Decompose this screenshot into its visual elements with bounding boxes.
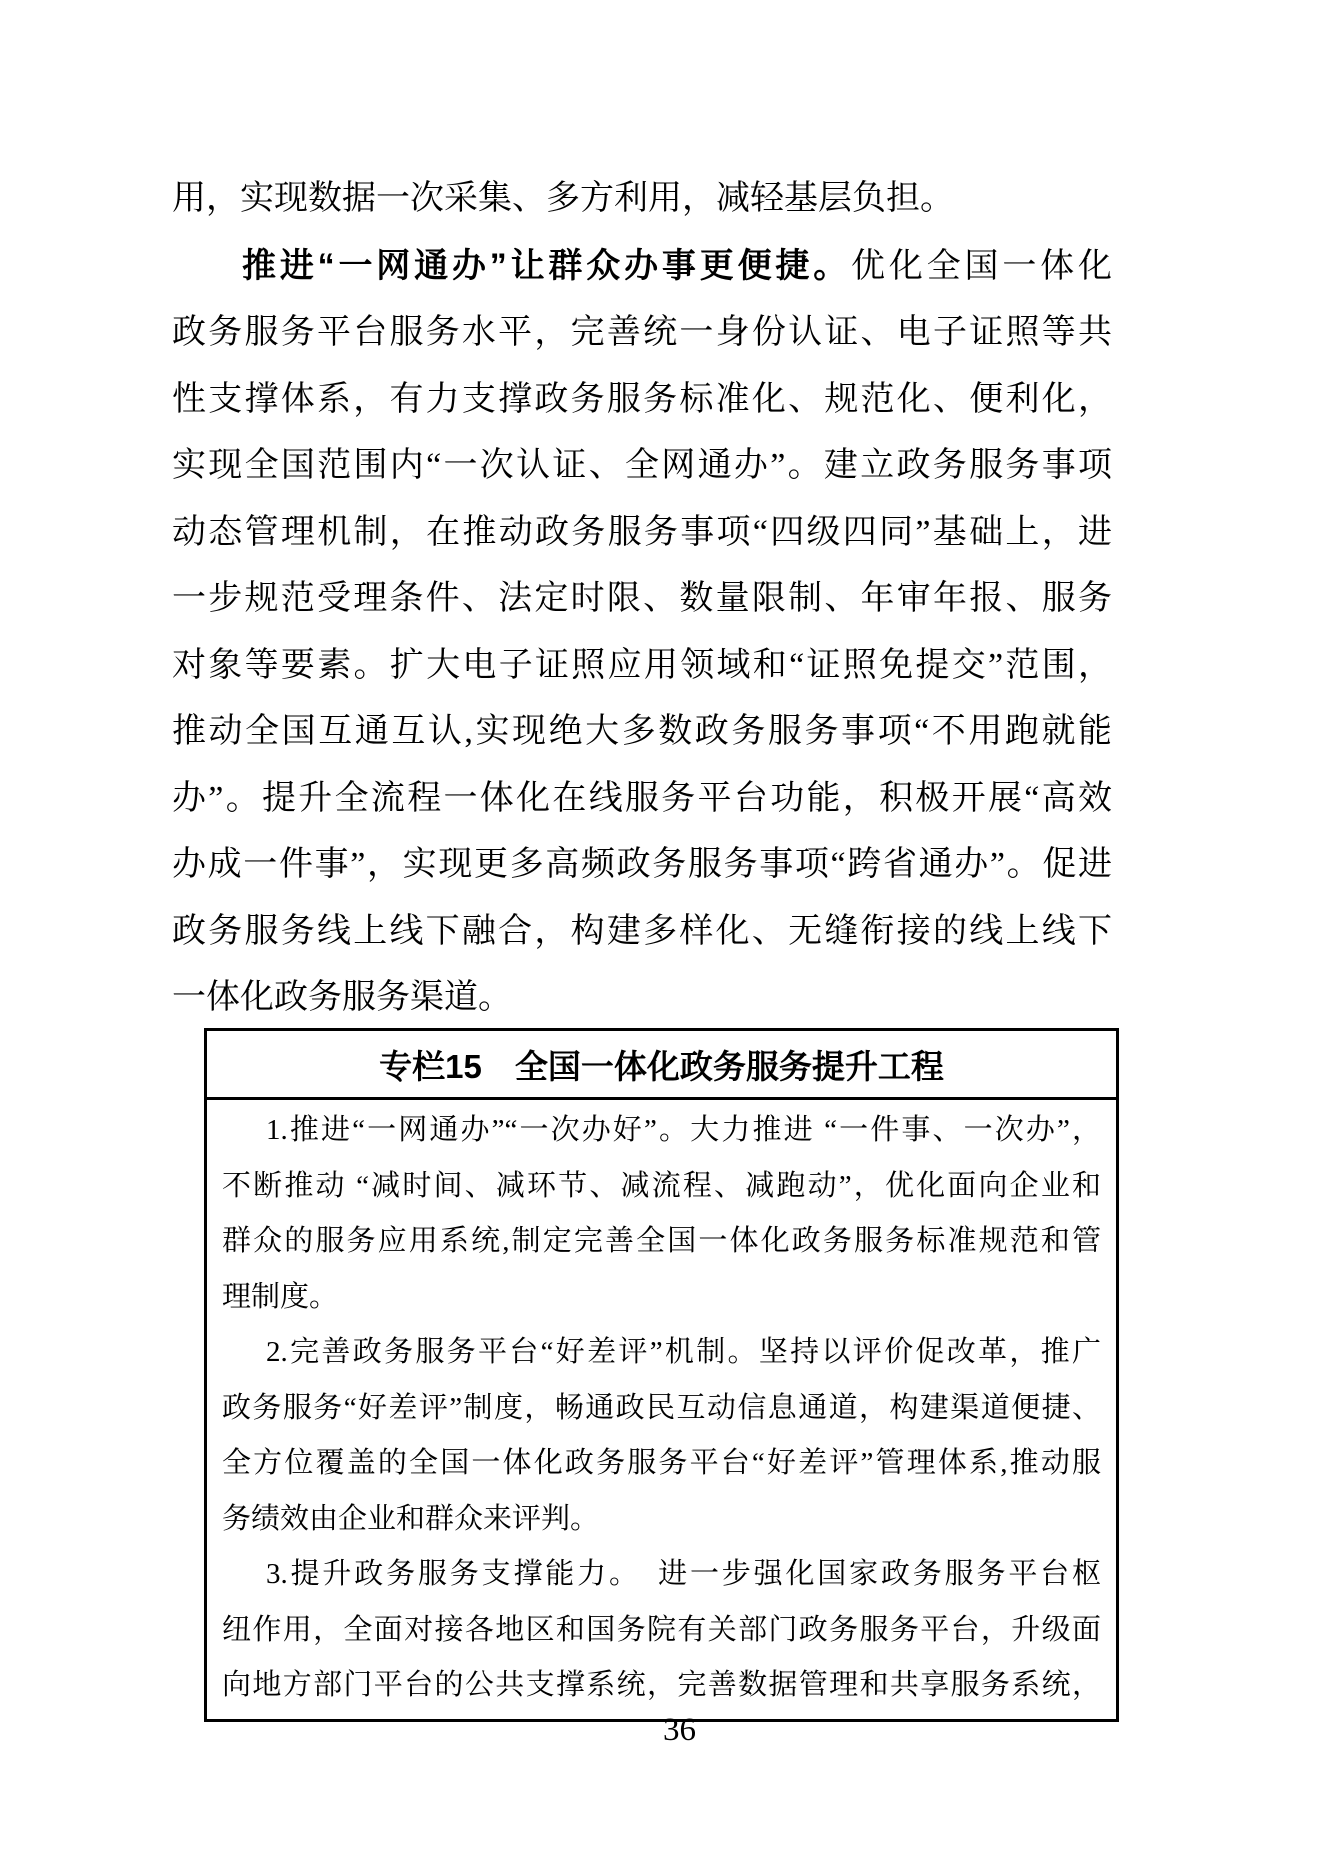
panel-line	[222, 1381, 1101, 1437]
body-line	[172, 899, 1112, 966]
panel-line	[222, 1325, 1101, 1381]
body-line-text: 性支撑体系，有力支撑政务服务标准化、规范化、便利化，	[172, 380, 1112, 418]
panel-line	[222, 1658, 1101, 1714]
panel-line-text: 政务服务“好差评”制度，畅通政民互动信息通道，构建渠道便捷、	[222, 1391, 1101, 1424]
body-line-text: 实现全国范围内“一次认证、全网通办”。建立政务服务事项	[172, 447, 1112, 484]
body-line-text: 办”。提升全流程一体化在线服务平台功能，积极开展“高效	[172, 779, 1112, 817]
panel-line-text: 全方位覆盖的全国一体化政务服务平台“好差评”管理体系,推动服	[222, 1447, 1101, 1479]
panel-line	[222, 1214, 1101, 1270]
panel-title-text: 专栏15 全国一体化政务服务提升工程	[379, 1047, 944, 1085]
body-line	[172, 965, 1112, 1032]
panel-title	[207, 1031, 1116, 1100]
body-line-text: 对象等要素。扩大电子证照应用领域和“证照免提交”范围，	[172, 646, 1112, 684]
body-line-text: 一步规范受理条件、法定时限、数量限制、年审年报、服务	[172, 580, 1112, 617]
body-line	[172, 633, 1112, 700]
body-line-text: 政务服务线上线下融合，构建多样化、无缝衔接的线上线下	[172, 912, 1112, 950]
body-line-text: 一体化政务服务渠道。	[172, 979, 512, 1016]
body-line	[172, 433, 1112, 500]
body-line	[172, 300, 1112, 367]
panel-line-text: 3.提升政务服务支撑能力。 进一步强化国家政务服务平台枢	[266, 1558, 1101, 1590]
panel-line	[222, 1492, 1101, 1548]
body-line-text: 用，实现数据一次采集、多方利用，减轻基层负担。	[172, 180, 954, 217]
panel-line	[222, 1603, 1101, 1659]
panel-line	[222, 1270, 1101, 1326]
body-line	[172, 233, 1112, 301]
body-line	[172, 832, 1112, 899]
panel-line	[222, 1436, 1101, 1492]
panel-line	[222, 1103, 1101, 1159]
body-line	[172, 500, 1112, 567]
panel-line-text: 不断推动 “减时间、减环节、减流程、减跑动”，优化面向企业和	[222, 1169, 1101, 1202]
panel-line-text: 纽作用，全面对接各地区和国务院有关部门政务服务平台，升级面	[222, 1613, 1101, 1646]
body-line	[172, 699, 1112, 766]
panel-line-text: 向地方部门平台的公共支撑系统，完善数据管理和共享服务系统，	[222, 1669, 1101, 1701]
body-line-bold-lead: 推进“一网通办”让群众办事更便捷。	[242, 246, 852, 285]
body-line	[172, 166, 1112, 233]
panel-line-text: 2.完善政务服务平台“好差评”机制。坚持以评价促改革，推广	[266, 1336, 1101, 1368]
panel-line-text: 1.推进“一网通办”“一次办好”。大力推进 “一件事、一次办”，	[266, 1114, 1101, 1146]
panel-line-text: 理制度。	[222, 1280, 339, 1313]
panel-body	[207, 1100, 1116, 1719]
body-line-text: 办成一件事”，实现更多高频政务服务事项“跨省通办”。促进	[172, 846, 1112, 883]
panel-line	[222, 1547, 1101, 1603]
highlight-panel-column15	[204, 1028, 1119, 1722]
body-line-text: 政务服务平台服务水平，完善统一身份认证、电子证照等共	[172, 314, 1112, 351]
body-line-text: 优化全国一体化	[851, 247, 1113, 285]
page-number	[0, 1712, 1323, 1749]
body-text-column	[172, 166, 1112, 1032]
panel-line-text: 群众的服务应用系统,制定完善全国一体化政务服务标准规范和管	[222, 1225, 1101, 1257]
page-number-text: 36	[663, 1712, 696, 1748]
body-line	[172, 367, 1112, 434]
body-line-text: 推动全国互通互认,实现绝大多数政务服务事项“不用跑就能	[172, 713, 1112, 750]
body-line-text: 动态管理机制，在推动政务服务事项“四级四同”基础上，进	[172, 513, 1112, 551]
panel-line	[222, 1159, 1101, 1215]
body-line	[172, 566, 1112, 633]
body-line	[172, 766, 1112, 833]
panel-line-text: 务绩效由企业和群众来评判。	[222, 1502, 600, 1535]
